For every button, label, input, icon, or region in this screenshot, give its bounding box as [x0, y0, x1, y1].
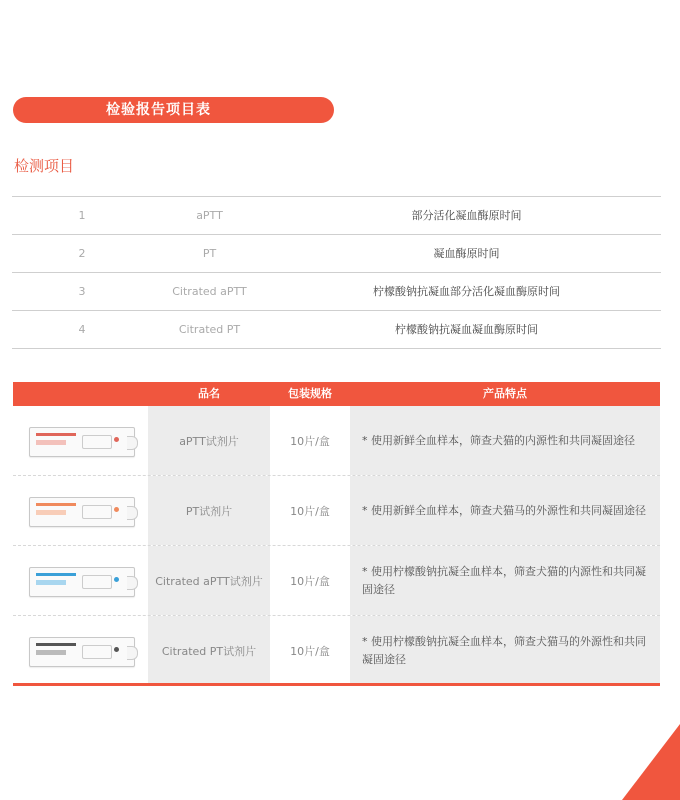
card-label-bar [36, 510, 66, 515]
card-tab [127, 576, 138, 590]
product-image [13, 406, 148, 475]
item-number: 4 [78, 323, 86, 336]
table-row [12, 235, 661, 273]
report-title: 检验报告项目表 [106, 102, 211, 118]
card-window [82, 505, 112, 519]
card-tab [127, 506, 138, 520]
item-code: aPTT [196, 209, 223, 222]
product-name: Citrated PT试剂片 [148, 616, 270, 685]
product-package: 10片/盒 [270, 406, 350, 475]
table-row [12, 197, 661, 235]
product-name: Citrated aPTT试剂片 [148, 546, 270, 615]
product-row [13, 616, 660, 685]
card-label-bar [36, 503, 76, 506]
card-label-bar [36, 440, 66, 445]
corner-decoration [622, 724, 680, 800]
product-package: 10片/盒 [270, 616, 350, 685]
header-features: 产品特点 [483, 387, 527, 400]
product-name: aPTT试剂片 [148, 406, 270, 475]
card-tab [127, 436, 138, 450]
table-row [12, 273, 661, 311]
report-title-banner [13, 97, 334, 123]
item-name: 部分活化凝血酶原时间 [411, 209, 522, 222]
product-feature: * 使用新鲜全血样本，筛查犬猫的内源性和共同凝固途径 [350, 406, 660, 475]
section-title: 检测项目 [14, 157, 75, 175]
card-label-bar [36, 650, 66, 655]
product-row [13, 476, 660, 546]
product-feature: * 使用新鲜全血样本，筛查犬猫马的外源性和共同凝固途径 [350, 476, 660, 545]
card-dot [114, 437, 119, 442]
card-dot [114, 577, 119, 582]
product-image [13, 476, 148, 545]
product-row [13, 546, 660, 616]
item-name: 柠檬酸钠抗凝血部分活化凝血酶原时间 [373, 285, 560, 298]
test-card-image [29, 637, 135, 667]
product-table [13, 382, 660, 685]
header-package: 包装规格 [288, 387, 332, 400]
card-tab [127, 646, 138, 660]
test-card-image [29, 427, 135, 457]
product-row [13, 406, 660, 476]
product-feature: * 使用柠檬酸钠抗凝全血样本，筛查犬猫的内源性和共同凝固途径 [350, 546, 660, 615]
card-window [82, 645, 112, 659]
product-image [13, 546, 148, 615]
card-window [82, 575, 112, 589]
item-number: 1 [78, 209, 86, 222]
product-image [13, 616, 148, 685]
product-feature: * 使用柠檬酸钠抗凝全血样本，筛查犬猫马的外源性和共同凝固途径 [350, 616, 660, 685]
detection-table [12, 196, 661, 349]
test-card-image [29, 567, 135, 597]
card-dot [114, 647, 119, 652]
test-card-image [29, 497, 135, 527]
product-name: PT试剂片 [148, 476, 270, 545]
item-code: Citrated PT [178, 323, 241, 336]
product-table-header [13, 382, 660, 406]
card-window [82, 435, 112, 449]
card-label-bar [36, 433, 76, 436]
product-package: 10片/盒 [270, 546, 350, 615]
header-name: 品名 [198, 387, 220, 400]
card-label-bar [36, 643, 76, 646]
item-code: PT [202, 247, 217, 260]
item-name: 柠檬酸钠抗凝血凝血酶原时间 [395, 323, 538, 336]
table-bottom-border [13, 683, 660, 686]
table-row [12, 311, 661, 349]
item-number: 2 [78, 247, 86, 260]
item-number: 3 [78, 285, 86, 298]
item-code: Citrated aPTT [172, 285, 247, 298]
item-name: 凝血酶原时间 [433, 247, 500, 260]
card-label-bar [36, 573, 76, 576]
card-dot [114, 507, 119, 512]
card-label-bar [36, 580, 66, 585]
product-package: 10片/盒 [270, 476, 350, 545]
